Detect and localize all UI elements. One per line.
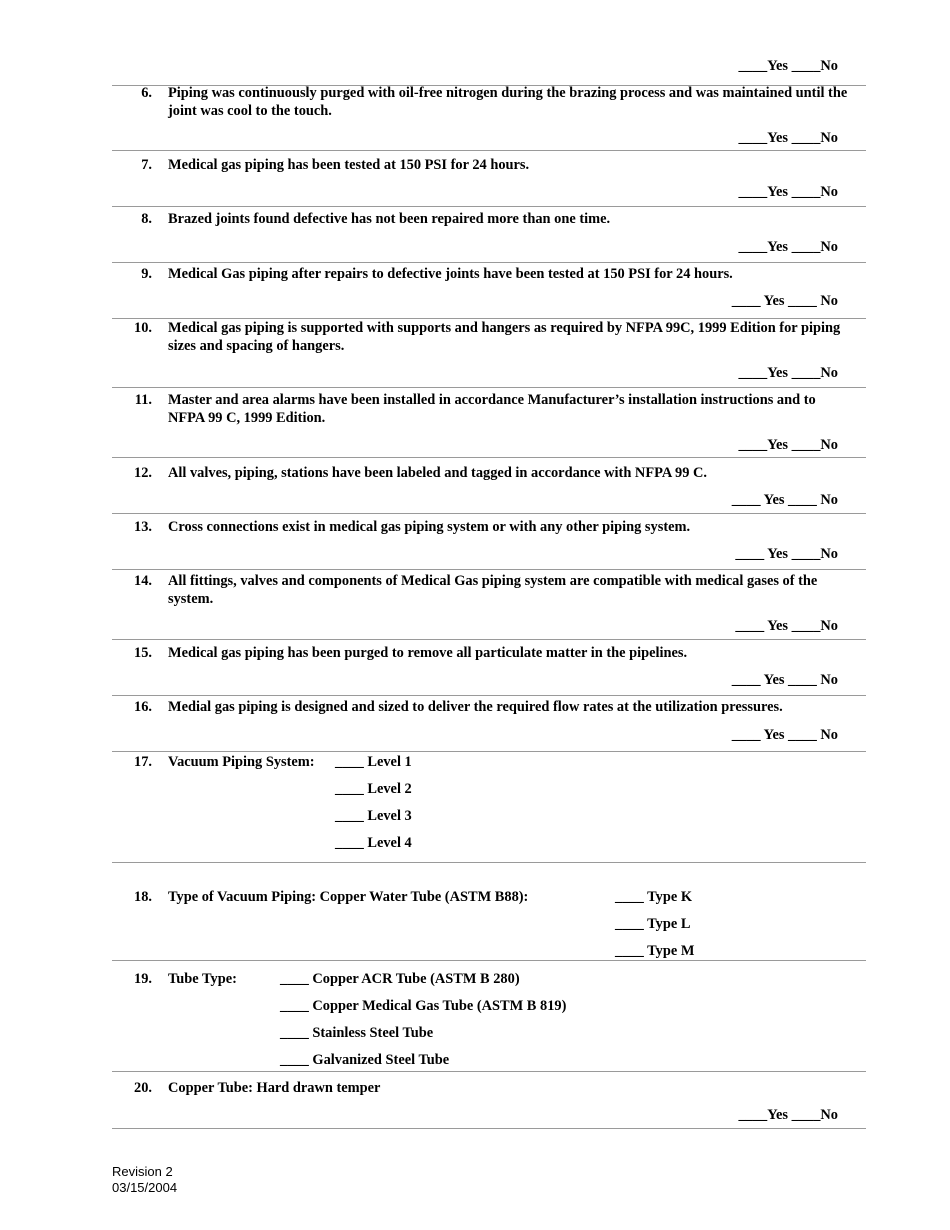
item-number: 13.	[134, 519, 152, 535]
item-text: Medical Gas piping after repairs to defective joints have been tested at 150 PSI for 24 hours.	[168, 266, 733, 282]
item-number: 6.	[141, 85, 152, 101]
item-text: Medial gas piping is designed and sized to deliver the required flow rates at the utilization pressures.	[168, 699, 783, 715]
revision-label: Revision 2	[112, 1164, 173, 1179]
vacuum-system-label: Vacuum Piping System:	[168, 754, 315, 770]
level-1-option[interactable]: ____ Level 1	[335, 754, 412, 770]
level-2-option[interactable]: ____ Level 2	[335, 781, 412, 797]
item-text: All valves, piping, stations have been labeled and tagged in accordance with NFPA 99 C.	[168, 465, 708, 481]
answer-14[interactable]: ____ Yes ____No	[735, 618, 838, 634]
item-text: Cross connections exist in medical gas piping system or with any other piping system.	[168, 519, 691, 535]
item-text: Medical gas piping is supported with supports and hangers as required by NFPA 99C, 1999 Edition for piping sizes and spacing of hangers.	[168, 320, 841, 354]
item-text: Medical gas piping has been purged to remove all particulate matter in the pipelines.	[168, 645, 688, 661]
item-number: 18.	[134, 889, 152, 905]
answer-15[interactable]: ____ Yes ____ No	[731, 672, 838, 688]
item-number: 15.	[134, 645, 152, 661]
level-3-option[interactable]: ____ Level 3	[335, 808, 412, 824]
stainless-steel-option[interactable]: ____ Stainless Steel Tube	[280, 1025, 434, 1041]
item-number: 9.	[141, 266, 152, 282]
type-m-option[interactable]: ____ Type M	[615, 943, 695, 959]
item-text: Piping was continuously purged with oil-free nitrogen during the brazing process and was maintained until the joint was cool to the touch.	[168, 85, 848, 119]
answer-8[interactable]: ____Yes ____No	[738, 239, 838, 255]
answer-10[interactable]: ____Yes ____No	[738, 365, 838, 381]
item-text: Master and area alarms have been installed in accordance Manufacturer’s installation instructions and to NFPA 99 C, 1999 Edition.	[168, 392, 816, 426]
copper-medical-gas-option[interactable]: ____ Copper Medical Gas Tube (ASTM B 819)	[280, 998, 567, 1014]
divider	[112, 639, 866, 640]
divider	[112, 1071, 866, 1072]
answer-11[interactable]: ____Yes ____No	[738, 437, 838, 453]
answer-top[interactable]: ____Yes ____No	[738, 58, 838, 74]
item-text: Medical gas piping has been tested at 150 PSI for 24 hours.	[168, 157, 530, 173]
item-number: 12.	[134, 465, 152, 481]
divider	[112, 457, 866, 458]
item-number: 19.	[134, 971, 152, 987]
answer-20[interactable]: ____Yes ____No	[738, 1107, 838, 1123]
item-number: 17.	[134, 754, 152, 770]
answer-9[interactable]: ____ Yes ____ No	[731, 293, 838, 309]
divider	[112, 862, 866, 863]
type-l-option[interactable]: ____ Type L	[615, 916, 691, 932]
item-number: 20.	[134, 1080, 152, 1096]
divider	[112, 1128, 866, 1129]
item-number: 16.	[134, 699, 152, 715]
divider	[112, 513, 866, 514]
divider	[112, 206, 866, 207]
item-number: 10.	[134, 320, 152, 336]
level-4-option[interactable]: ____ Level 4	[335, 835, 412, 851]
item-number: 8.	[141, 211, 152, 227]
copper-acr-option[interactable]: ____ Copper ACR Tube (ASTM B 280)	[280, 971, 520, 987]
item-number: 14.	[134, 573, 152, 589]
answer-12[interactable]: ____ Yes ____ No	[731, 492, 838, 508]
divider	[112, 960, 866, 961]
item-text: Brazed joints found defective has not been repaired more than one time.	[168, 211, 611, 227]
galvanized-steel-option[interactable]: ____ Galvanized Steel Tube	[280, 1052, 450, 1068]
item-text: All fittings, valves and components of Medical Gas piping system are compatible with medical gases of the system.	[168, 573, 818, 607]
answer-16[interactable]: ____ Yes ____ No	[731, 727, 838, 743]
answer-6[interactable]: ____Yes ____No	[738, 130, 838, 146]
divider	[112, 262, 866, 263]
divider	[112, 695, 866, 696]
divider	[112, 150, 866, 151]
copper-tube-label: Copper Tube: Hard drawn temper	[168, 1080, 381, 1096]
answer-13[interactable]: ____ Yes ____No	[735, 546, 838, 562]
divider	[112, 569, 866, 570]
item-number: 7.	[141, 157, 152, 173]
answer-7[interactable]: ____Yes ____No	[738, 184, 838, 200]
divider	[112, 751, 866, 752]
type-k-option[interactable]: ____ Type K	[615, 889, 693, 905]
tube-type-label: Tube Type:	[168, 971, 237, 987]
item-number: 11.	[134, 392, 152, 408]
revision-date: 03/15/2004	[112, 1180, 178, 1195]
vacuum-piping-type-label: Type of Vacuum Piping: Copper Water Tube (ASTM B88):	[168, 889, 529, 905]
divider	[112, 387, 866, 388]
